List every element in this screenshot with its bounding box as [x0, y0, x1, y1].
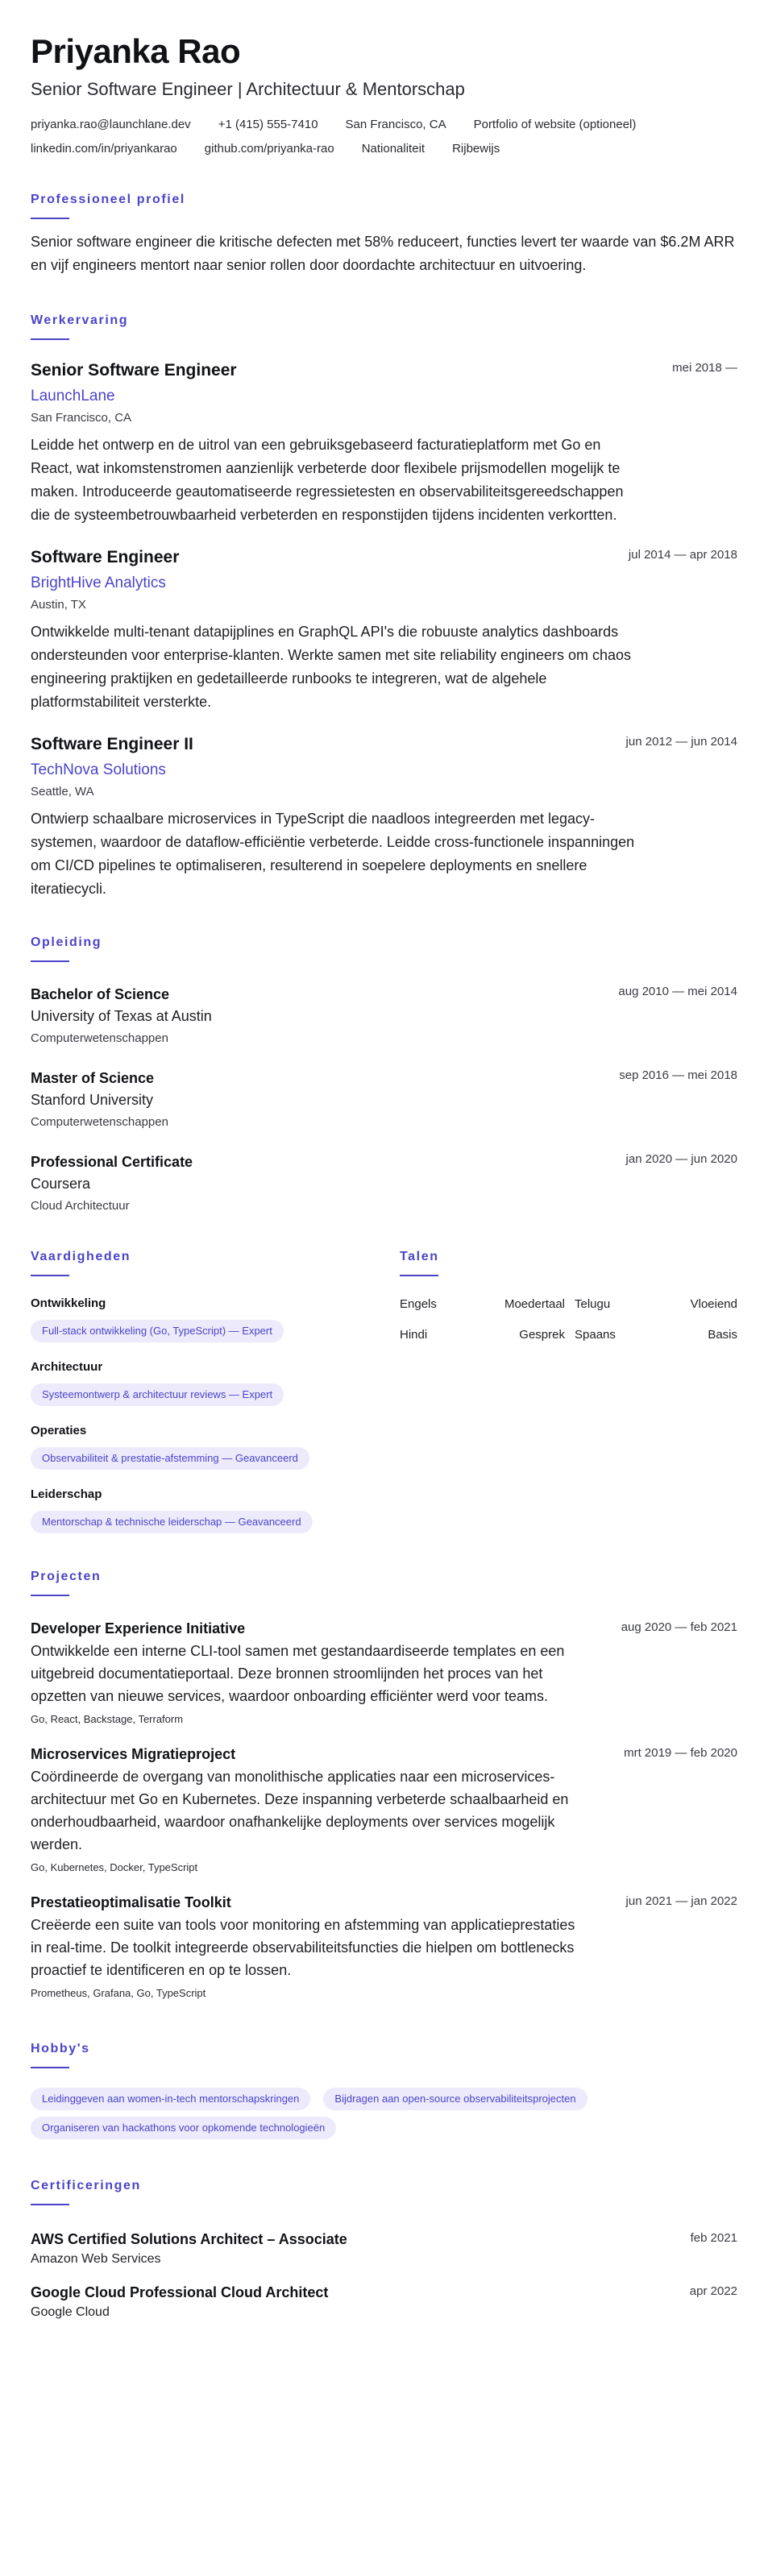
- section-title: Vaardigheden: [31, 1250, 131, 1263]
- hobby-chip: Organiseren van hackathons voor opkomende technologieën: [31, 2117, 336, 2139]
- education-item: [31, 1152, 737, 1215]
- section-divider: [400, 1275, 438, 1276]
- section-title: Talen: [400, 1250, 439, 1263]
- section-title: Opleiding: [31, 935, 102, 949]
- project-item: [31, 1619, 737, 1727]
- project-item: [31, 1893, 737, 2001]
- company-name: LaunchLane: [31, 388, 115, 404]
- project-tech: Go, React, Backstage, Terraform: [31, 1713, 184, 1725]
- section-title: Werkervaring: [31, 313, 129, 327]
- certifications-section: [31, 2178, 737, 2321]
- languages-list: [400, 1294, 737, 1346]
- project-description: Coördineerde de overgang van monolithische applicaties naar een microservices-architectuur met Go en Kubernetes. Deze inspanning verbeterde schaalbaarheid en onderhoudbaarheid, waardoor onafhankelijke deployments over services mogelijk werden.: [31, 1769, 569, 1852]
- skill-category: Architectuur: [31, 1360, 103, 1374]
- section-title: Projecten: [31, 1570, 102, 1583]
- contact-info: [31, 113, 740, 161]
- skill-chip: Systeemontwerp & architectuur reviews — Expert: [31, 1383, 284, 1406]
- project-name: Developer Experience Initiative: [31, 1620, 246, 1636]
- section-divider: [31, 960, 69, 962]
- company-name: TechNova Solutions: [31, 761, 166, 778]
- job-date: jul 2014 — apr 2018: [628, 548, 737, 562]
- contact-github: github.com/priyanka-rao: [204, 142, 334, 156]
- hobby-chip: Leidinggeven aan women-in-tech mentorschapskringen: [31, 2088, 310, 2110]
- job-date: mei 2018 —: [672, 361, 737, 375]
- study-field: Computerwetenschappen: [31, 1031, 168, 1045]
- certification-date: apr 2022: [689, 2284, 737, 2298]
- language-level: Moedertaal: [504, 1297, 565, 1311]
- skill-chip: Mentorschap & technische leiderschap — Geavanceerd: [31, 1511, 313, 1533]
- section-divider: [31, 1275, 69, 1276]
- language-level: Vloeiend: [690, 1297, 737, 1311]
- resume-header: [31, 31, 737, 161]
- skills-languages-row: [31, 1249, 737, 1533]
- experience-item: [31, 733, 737, 901]
- company-name: BrightHive Analytics: [31, 575, 166, 591]
- project-description: Ontwikkelde een interne CLI-tool samen met gestandaardiseerde templates en een uitgebreid documentatieportaal. Deze bronnen stroomlijnden het proces van het opzetten van nieuwe services, waardoor onboarding efficiënter werd voor teams.: [31, 1643, 565, 1704]
- skill-group: [31, 1423, 400, 1470]
- person-name: Priyanka Rao: [31, 32, 241, 70]
- education-item: [31, 1068, 737, 1131]
- person-headline: Senior Software Engineer | Architectuur & Mentorschap: [31, 79, 465, 99]
- degree-title: Master of Science: [31, 1070, 155, 1086]
- certification-issuer: Google Cloud: [31, 2305, 110, 2319]
- certification-item: [31, 2283, 737, 2321]
- job-title: Software Engineer: [31, 548, 180, 566]
- project-date: mrt 2019 — feb 2020: [624, 1746, 737, 1760]
- job-description: Ontwikkelde multi-tenant datapijplines en GraphQL API's die robuuste analytics dashboards ondersteunden voor enterprise-klanten. Werkte samen met site reliability engineers om chaos engineering praktijken en gedetailleerde runbooks te integreren, wat de algehele platformstabiliteit versterkte.: [31, 624, 632, 710]
- skill-group: [31, 1296, 400, 1342]
- project-name: Prestatieoptimalisatie Toolkit: [31, 1894, 231, 1910]
- job-description: Leidde het ontwerp en de uitrol van een gebruiksgebaseerd facturatieplatform met Go en React, wat inkomstenstromen aanzienlijk verbeterde door flexibele prijsmodellen mogelijk te maken. Introduceerde geautomatiseerde regressietesten en observabiliteitsgereedschappen die de systeembetrouwbaarheid verbeterden en responstijden tijdens incidenten verkortten.: [31, 437, 624, 523]
- degree-title: Professional Certificate: [31, 1154, 193, 1170]
- language-level: Basis: [708, 1328, 737, 1342]
- projects-section: [31, 1569, 737, 2001]
- project-tech: Go, Kubernetes, Docker, TypeScript: [31, 1861, 198, 1873]
- language-name: Hindi: [400, 1328, 428, 1342]
- contact-phone: +1 (415) 555-7410: [218, 118, 318, 131]
- skill-chip: Observabiliteit & prestatie-afstemming — Geavanceerd: [31, 1447, 309, 1470]
- section-divider: [31, 338, 69, 340]
- job-date: jun 2012 — jun 2014: [625, 735, 737, 749]
- certification-date: feb 2021: [690, 2231, 737, 2245]
- project-description: Creëerde een suite van tools voor monitoring en afstemming van applicatieprestaties in real-time. De toolkit integreerde observabiliteitsfuncties die hielpen om bottlenecks proactief te identificeren en op te lossen.: [31, 1917, 575, 1978]
- experience-item: [31, 359, 737, 527]
- profile-summary: Senior software engineer die kritische defecten met 58% reduceert, functies levert ter waarde van $6.2M ARR en vijf engineers mentort naar senior rollen door doordachte architectuur en uitvoering.: [31, 234, 735, 273]
- section-divider: [31, 218, 69, 219]
- hobbies-list: [31, 2081, 737, 2139]
- skill-category: Leiderschap: [31, 1487, 102, 1501]
- section-title: Hobby's: [31, 2042, 90, 2055]
- certification-name: AWS Certified Solutions Architect – Associate: [31, 2231, 347, 2247]
- job-location: Austin, TX: [31, 598, 86, 612]
- education-date: aug 2010 — mei 2014: [618, 985, 737, 998]
- experience-item: [31, 546, 737, 714]
- contact-nationality: Nationaliteit: [361, 142, 426, 156]
- certification-issuer: Amazon Web Services: [31, 2252, 161, 2266]
- education-section: [31, 935, 737, 1215]
- contact-location: San Francisco, CA: [345, 118, 446, 131]
- section-title: Certificeringen: [31, 2179, 141, 2192]
- skill-group: [31, 1359, 400, 1406]
- languages-section: [400, 1249, 737, 1533]
- hobby-chip: Bijdragen aan open-source observabiliteitsprojecten: [323, 2088, 587, 2110]
- skill-category: Ontwikkeling: [31, 1296, 106, 1310]
- section-divider: [31, 2067, 69, 2068]
- school-name: Stanford University: [31, 1092, 154, 1108]
- job-location: San Francisco, CA: [31, 411, 132, 425]
- section-title: Professioneel profiel: [31, 193, 185, 206]
- experience-section: [31, 313, 737, 901]
- language-name: Telugu: [575, 1297, 611, 1311]
- study-field: Computerwetenschappen: [31, 1115, 168, 1129]
- school-name: Coursera: [31, 1176, 91, 1192]
- school-name: University of Texas at Austin: [31, 1008, 212, 1024]
- job-location: Seattle, WA: [31, 785, 94, 799]
- project-name: Microservices Migratieproject: [31, 1746, 236, 1762]
- contact-drivers-license: Rijbewijs: [452, 142, 500, 156]
- contact-email: priyanka.rao@launchlane.dev: [31, 118, 191, 131]
- certification-name: Google Cloud Professional Cloud Architect: [31, 2284, 329, 2300]
- skill-group: [31, 1487, 400, 1533]
- skill-chip: Full-stack ontwikkeling (Go, TypeScript) — Expert: [31, 1320, 284, 1342]
- skill-category: Operaties: [31, 1424, 87, 1437]
- project-date: aug 2020 — feb 2021: [621, 1620, 737, 1634]
- language-name: Engels: [400, 1297, 437, 1311]
- contact-linkedin: linkedin.com/in/priyankarao: [31, 142, 177, 156]
- skills-section: [31, 1249, 400, 1533]
- education-date: jan 2020 — jun 2020: [625, 1152, 737, 1166]
- degree-title: Bachelor of Science: [31, 986, 170, 1002]
- study-field: Cloud Architectuur: [31, 1199, 130, 1213]
- education-item: [31, 985, 737, 1047]
- language-name: Spaans: [575, 1328, 616, 1342]
- job-title: Senior Software Engineer: [31, 361, 237, 380]
- language-level: Gesprek: [519, 1328, 565, 1342]
- section-divider: [31, 1595, 69, 1596]
- project-tech: Prometheus, Grafana, Go, TypeScript: [31, 1987, 206, 1999]
- project-item: [31, 1744, 737, 1875]
- profile-section: [31, 192, 737, 277]
- hobbies-section: [31, 2041, 737, 2139]
- job-description: Ontwierp schaalbare microservices in TypeScript die naadloos integreerden met legacy-systemen, waardoor de dataflow-efficiëntie verbeterde. Leidde cross-functionele inspanningen om CI/CD pipelines te optimaliseren, resulterend in soepelere deployments en snellere iteratiecycli.: [31, 811, 635, 897]
- contact-portfolio: Portfolio of website (optioneel): [473, 118, 637, 131]
- certification-item: [31, 2230, 737, 2268]
- education-date: sep 2016 — mei 2018: [619, 1068, 737, 1082]
- section-divider: [31, 2204, 69, 2205]
- project-date: jun 2021 — jan 2022: [625, 1894, 737, 1908]
- job-title: Software Engineer II: [31, 735, 193, 753]
